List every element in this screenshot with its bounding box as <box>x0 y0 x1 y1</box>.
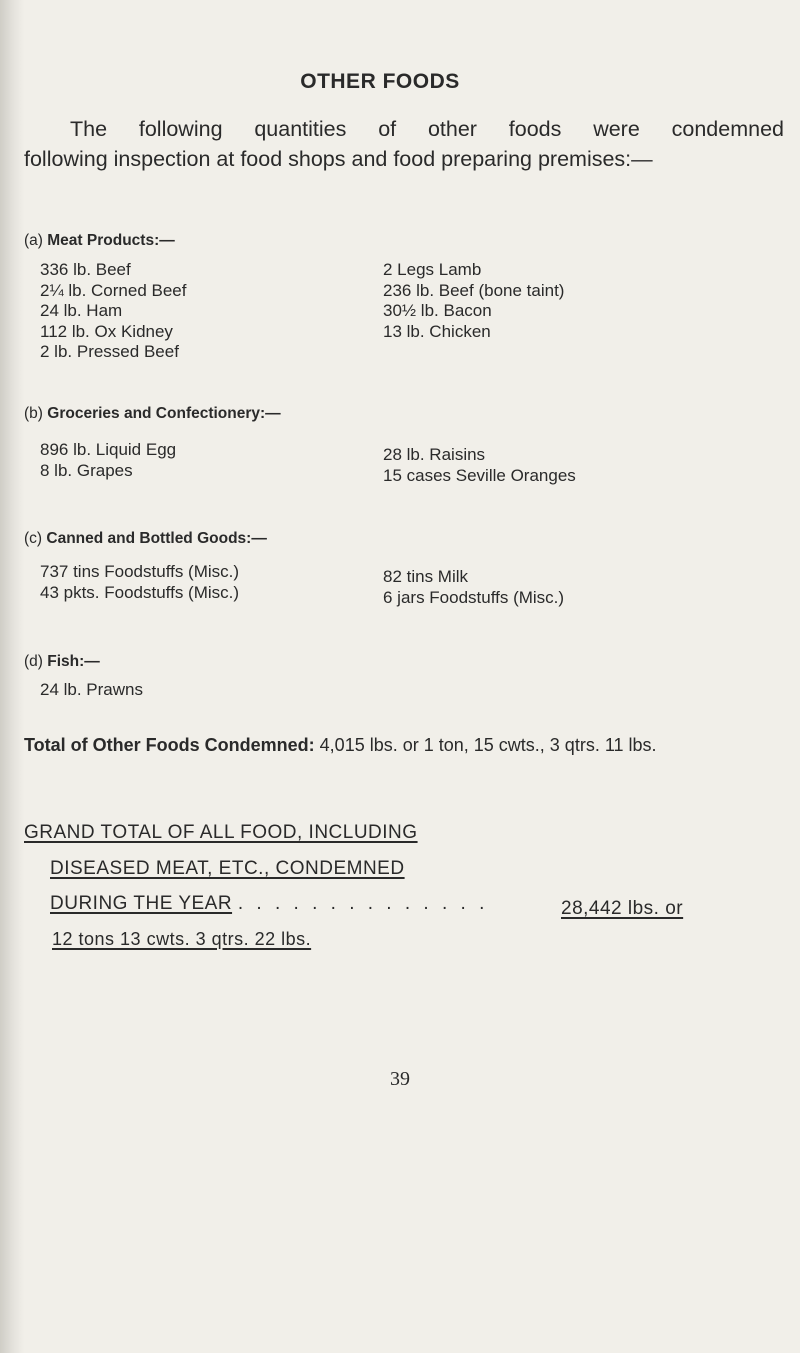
section-meat-label: (a) <box>24 232 43 249</box>
intro-line-1: The following quantities of other foods were condemned <box>70 117 784 141</box>
list-item: 2 lb. Pressed Beef <box>40 342 179 361</box>
section-groceries-label: (b) <box>24 405 43 422</box>
grand-total-text-3: DURING THE YEAR <box>50 893 233 914</box>
section-fish-label: (d) <box>24 653 43 670</box>
groceries-list-right <box>383 445 576 486</box>
canned-list-left <box>40 562 239 603</box>
list-item: 13 lb. Chicken <box>383 321 491 341</box>
list-item: 6 jars Foodstuffs (Misc.) <box>383 587 565 607</box>
list-item: 2¼ lb. Corned Beef <box>40 280 187 300</box>
list-item: 28 lb. Raisins <box>383 445 486 464</box>
list-item: 336 lb. Beef <box>40 260 131 279</box>
list-item: 43 pkts. Foodstuffs (Misc.) <box>40 582 240 602</box>
section-groceries-title: Groceries and Confectionery:— <box>47 405 281 422</box>
meat-list-left <box>40 260 186 363</box>
list-item: 112 lb. Ox Kidney <box>40 321 173 341</box>
grand-total-line-1 <box>24 822 418 844</box>
page-title: OTHER FOODS <box>300 70 460 93</box>
total-label: Total of Other Foods Condemned: <box>24 735 315 755</box>
canned-list-right <box>383 567 564 608</box>
section-fish-heading <box>24 653 100 671</box>
grand-total-line-2 <box>50 858 405 880</box>
section-canned-title: Canned and Bottled Goods:— <box>46 530 267 547</box>
grand-total-text-1: GRAND TOTAL OF ALL FOOD, INCLUDING <box>24 822 418 843</box>
list-item: 24 lb. Ham <box>40 301 123 320</box>
list-item: 8 lb. Grapes <box>40 460 133 480</box>
section-canned-heading <box>24 530 267 548</box>
grand-total-tons <box>52 929 311 950</box>
section-canned-label: (c) <box>24 530 43 547</box>
list-item: 2 Legs Lamb <box>383 260 482 279</box>
section-fish-title: Fish:— <box>47 653 100 670</box>
total-other-foods <box>24 735 794 756</box>
list-item: 82 tins Milk <box>383 567 469 586</box>
intro-paragraph <box>24 114 784 174</box>
grand-total-line-3 <box>50 893 488 915</box>
meat-list-right <box>383 260 564 342</box>
list-item: 15 cases Seville Oranges <box>383 465 576 485</box>
grand-total-text-2: DISEASED MEAT, ETC., CONDEMNED <box>50 858 405 879</box>
grand-total-lbs <box>561 898 683 920</box>
list-item: 30½ lb. Bacon <box>383 301 492 320</box>
grand-total-tons-value: 12 tons 13 cwts. 3 qtrs. 22 lbs. <box>52 929 312 949</box>
intro-line-2: following inspection at food shops and food preparing premises:— <box>24 147 653 171</box>
list-item: 236 lb. Beef (bone taint) <box>383 280 565 300</box>
section-groceries-heading <box>24 405 281 423</box>
grand-total-lbs-value: 28,442 lbs. or <box>561 898 684 919</box>
fish-list-left <box>40 680 143 701</box>
list-item: 24 lb. Prawns <box>40 680 143 699</box>
groceries-list-left <box>40 440 176 481</box>
list-item: 896 lb. Liquid Egg <box>40 440 177 459</box>
section-meat-title: Meat Products:— <box>47 232 175 249</box>
section-meat-heading <box>24 232 175 250</box>
list-item: 737 tins Foodstuffs (Misc.) <box>40 562 240 581</box>
leader-dots: . . . . . . . . . . . . . . <box>237 893 489 914</box>
page-number: 39 <box>390 1068 410 1090</box>
total-value: 4,015 lbs. or 1 ton, 15 cwts., 3 qtrs. 11 lbs. <box>319 735 657 755</box>
